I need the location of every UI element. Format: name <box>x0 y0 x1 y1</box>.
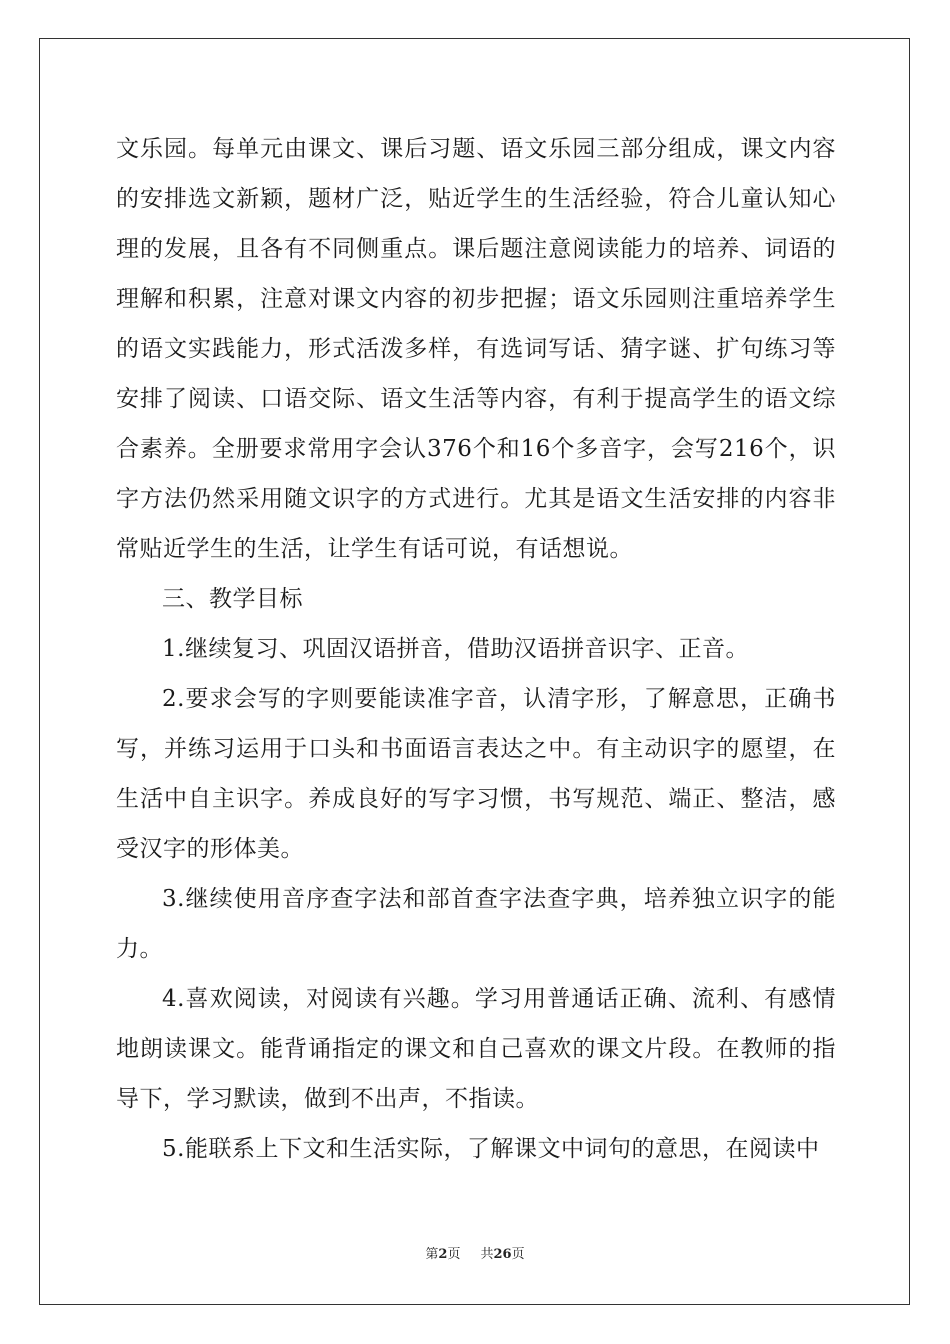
goal-item-5: 5.能联系上下文和生活实际，了解课文中词句的意思，在阅读中 <box>162 1136 820 1162</box>
page-prefix: 第 <box>425 1247 439 1262</box>
total-unit: 页 <box>511 1247 525 1262</box>
goal-item-1: 1.继续复习、巩固汉语拼音，借助汉语拼音识字、正音。 <box>162 636 749 662</box>
document-body <box>116 124 836 1174</box>
goal-item-4: 4.喜欢阅读，对阅读有兴趣。学习用普通话正确、流利、有感情地朗读课文。能背诵指定的课文和自己喜欢的课文片段。在教师的指导下，学习默读，做到不出声，不指读。 <box>116 986 836 1112</box>
paragraph-course-content: 文乐园。每单元由课文、课后习题、语文乐园三部分组成，课文内容的安排选文新颖，题材广泛，贴近学生的生活经验，符合儿童认知心理的发展，且各有不同侧重点。课后题注意阅读能力的培养、词语的理解和积累，注意对课文内容的初步把握；语文乐园则注重培养学生的语文实践能力，形式活泼多样，有选词写话、猜字谜、扩句练习等安排了阅读、口语交际、语文生活等内容，有利于提高学生的语文综合素养。全册要求常用字会认376个和16个多音字，会写216个，识字方法仍然采用随文识字的方式进行。尤其是语文生活安排的内容非常贴近学生的生活，让学生有话可说，有话想说。 <box>116 136 836 562</box>
page-footer <box>0 1245 950 1265</box>
page-total: 26 <box>493 1247 512 1262</box>
goal-item-2: 2.要求会写的字则要能读准字音，认清字形，了解意思，正确书写，并练习运用于口头和书面语言表达之中。有主动识字的愿望，在生活中自主识字。养成良好的写字习惯，书写规范、端正、整洁，感受汉字的形体美。 <box>116 686 836 862</box>
goal-item-3: 3.继续使用音序查字法和部首查字法查字典，培养独立识字的能力。 <box>116 886 836 962</box>
page-unit: 页 <box>447 1247 461 1262</box>
page-current: 2 <box>438 1247 448 1262</box>
total-prefix: 共 <box>480 1247 494 1262</box>
section-heading-teaching-goals: 三、教学目标 <box>162 586 303 612</box>
